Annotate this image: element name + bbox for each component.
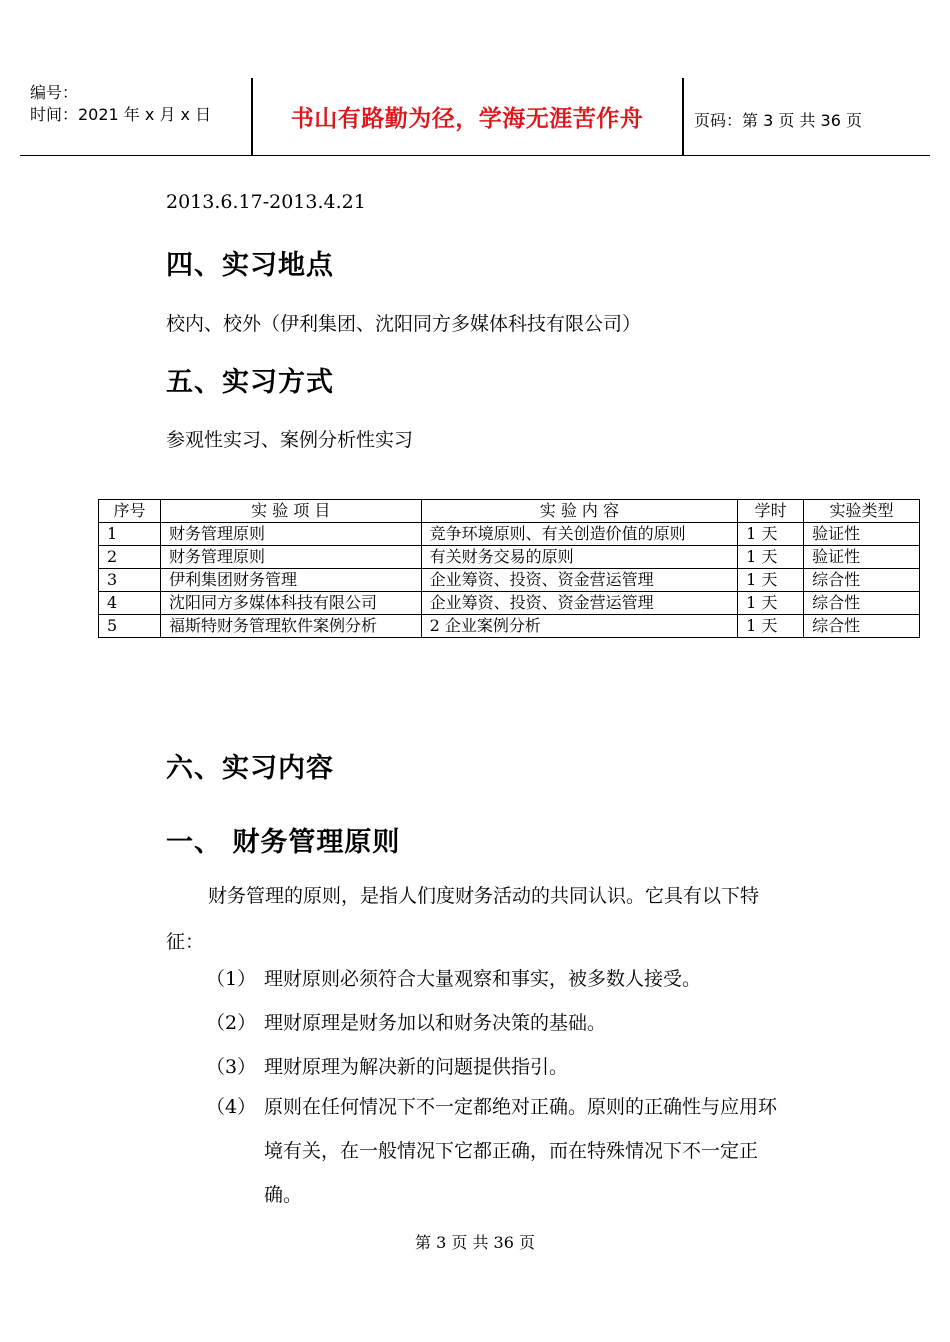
table-row [99,546,920,569]
table-cell: 1 天 [738,592,804,615]
section-5-text: 参观性实习、案例分析性实习 [166,429,414,451]
header-divider [251,78,253,156]
list-item-number: （4） [206,1096,257,1118]
table-cell: 福斯特财务管理软件案例分析 [160,615,421,638]
table-cell: 2 [99,546,161,569]
header-motto: 书山有路勤为径，学海无涯苦作舟 [290,106,644,132]
table-cell: 验证性 [804,546,920,569]
date-range: 2013.6.17-2013.4.21 [166,191,366,213]
table-cell: 企业筹资、投资、资金营运管理 [421,569,738,592]
table-cell: 伊利集团财务管理 [160,569,421,592]
page-header [20,78,930,156]
number-label: 编号： [30,83,79,102]
list-item-text: 理财原则必须符合大量观察和事实，被多数人接受。 [264,968,702,990]
table-row [99,569,920,592]
table-cell: 1 天 [738,523,804,546]
time-label: 时间：2021 年 x 月 x 日 [30,105,212,124]
header-meta [30,82,252,126]
list-item-number: （1） [206,968,257,990]
table-cell: 1 天 [738,569,804,592]
section-5-title: 五、实习方式 [166,367,334,398]
table-row [99,592,920,615]
table-cell: 有关财务交易的原则 [421,546,738,569]
section-4-title: 四、实习地点 [166,250,334,281]
table-cell: 综合性 [804,569,920,592]
table-cell: 验证性 [804,523,920,546]
section-4-text: 校内、校外（伊利集团、沈阳同方多媒体科技有限公司） [166,313,642,335]
table-header-row [99,500,920,523]
intro-text: 财务管理的原则，是指人们度财务活动的共同认识。它具有以下特征： [166,885,760,953]
table-cell: 1 天 [738,615,804,638]
table-cell: 5 [99,615,161,638]
intro-paragraph [166,873,786,965]
header-divider [682,78,684,156]
table-cell: 沈阳同方多媒体科技有限公司 [160,592,421,615]
table-cell: 企业筹资、投资、资金营运管理 [421,592,738,615]
table-cell: 竞争环境原则、有关创造价值的原则 [421,523,738,546]
table-header-cell: 序号 [99,500,161,523]
subsection-title: 一、 财务管理原则 [166,827,401,858]
page-footer: 第 3 页 共 36 页 [415,1233,535,1252]
table-cell: 1 [99,523,161,546]
table-cell: 综合性 [804,615,920,638]
table-cell: 综合性 [804,592,920,615]
list-item-text: 理财原理是财务加以和财务决策的基础。 [264,1012,607,1034]
list-item-number: （3） [206,1056,257,1078]
table-cell: 1 天 [738,546,804,569]
experiment-table [98,499,920,638]
list-item-number: （2） [206,1012,257,1034]
list-item-text: 理财原理为解决新的问题提供指引。 [264,1056,569,1078]
table-cell: 3 [99,569,161,592]
list-item-text: 原则在任何情况下不一定都绝对正确。原则的正确性与应用环境有关，在一般情况下它都正确，而在特殊情况下不一定正确。 [264,1096,778,1206]
section-6-title: 六、实习内容 [166,753,334,784]
table-header-cell: 实 验 内 容 [421,500,738,523]
table-cell: 财务管理原则 [160,546,421,569]
table-cell: 2 企业案例分析 [421,615,738,638]
table-header-cell: 实 验 项 目 [160,500,421,523]
table-cell: 4 [99,592,161,615]
table-header-cell: 学时 [738,500,804,523]
table-row [99,615,920,638]
table-header-cell: 实验类型 [804,500,920,523]
table-cell: 财务管理原则 [160,523,421,546]
header-page-info: 页码：第 3 页 共 36 页 [694,111,862,130]
table-row [99,523,920,546]
